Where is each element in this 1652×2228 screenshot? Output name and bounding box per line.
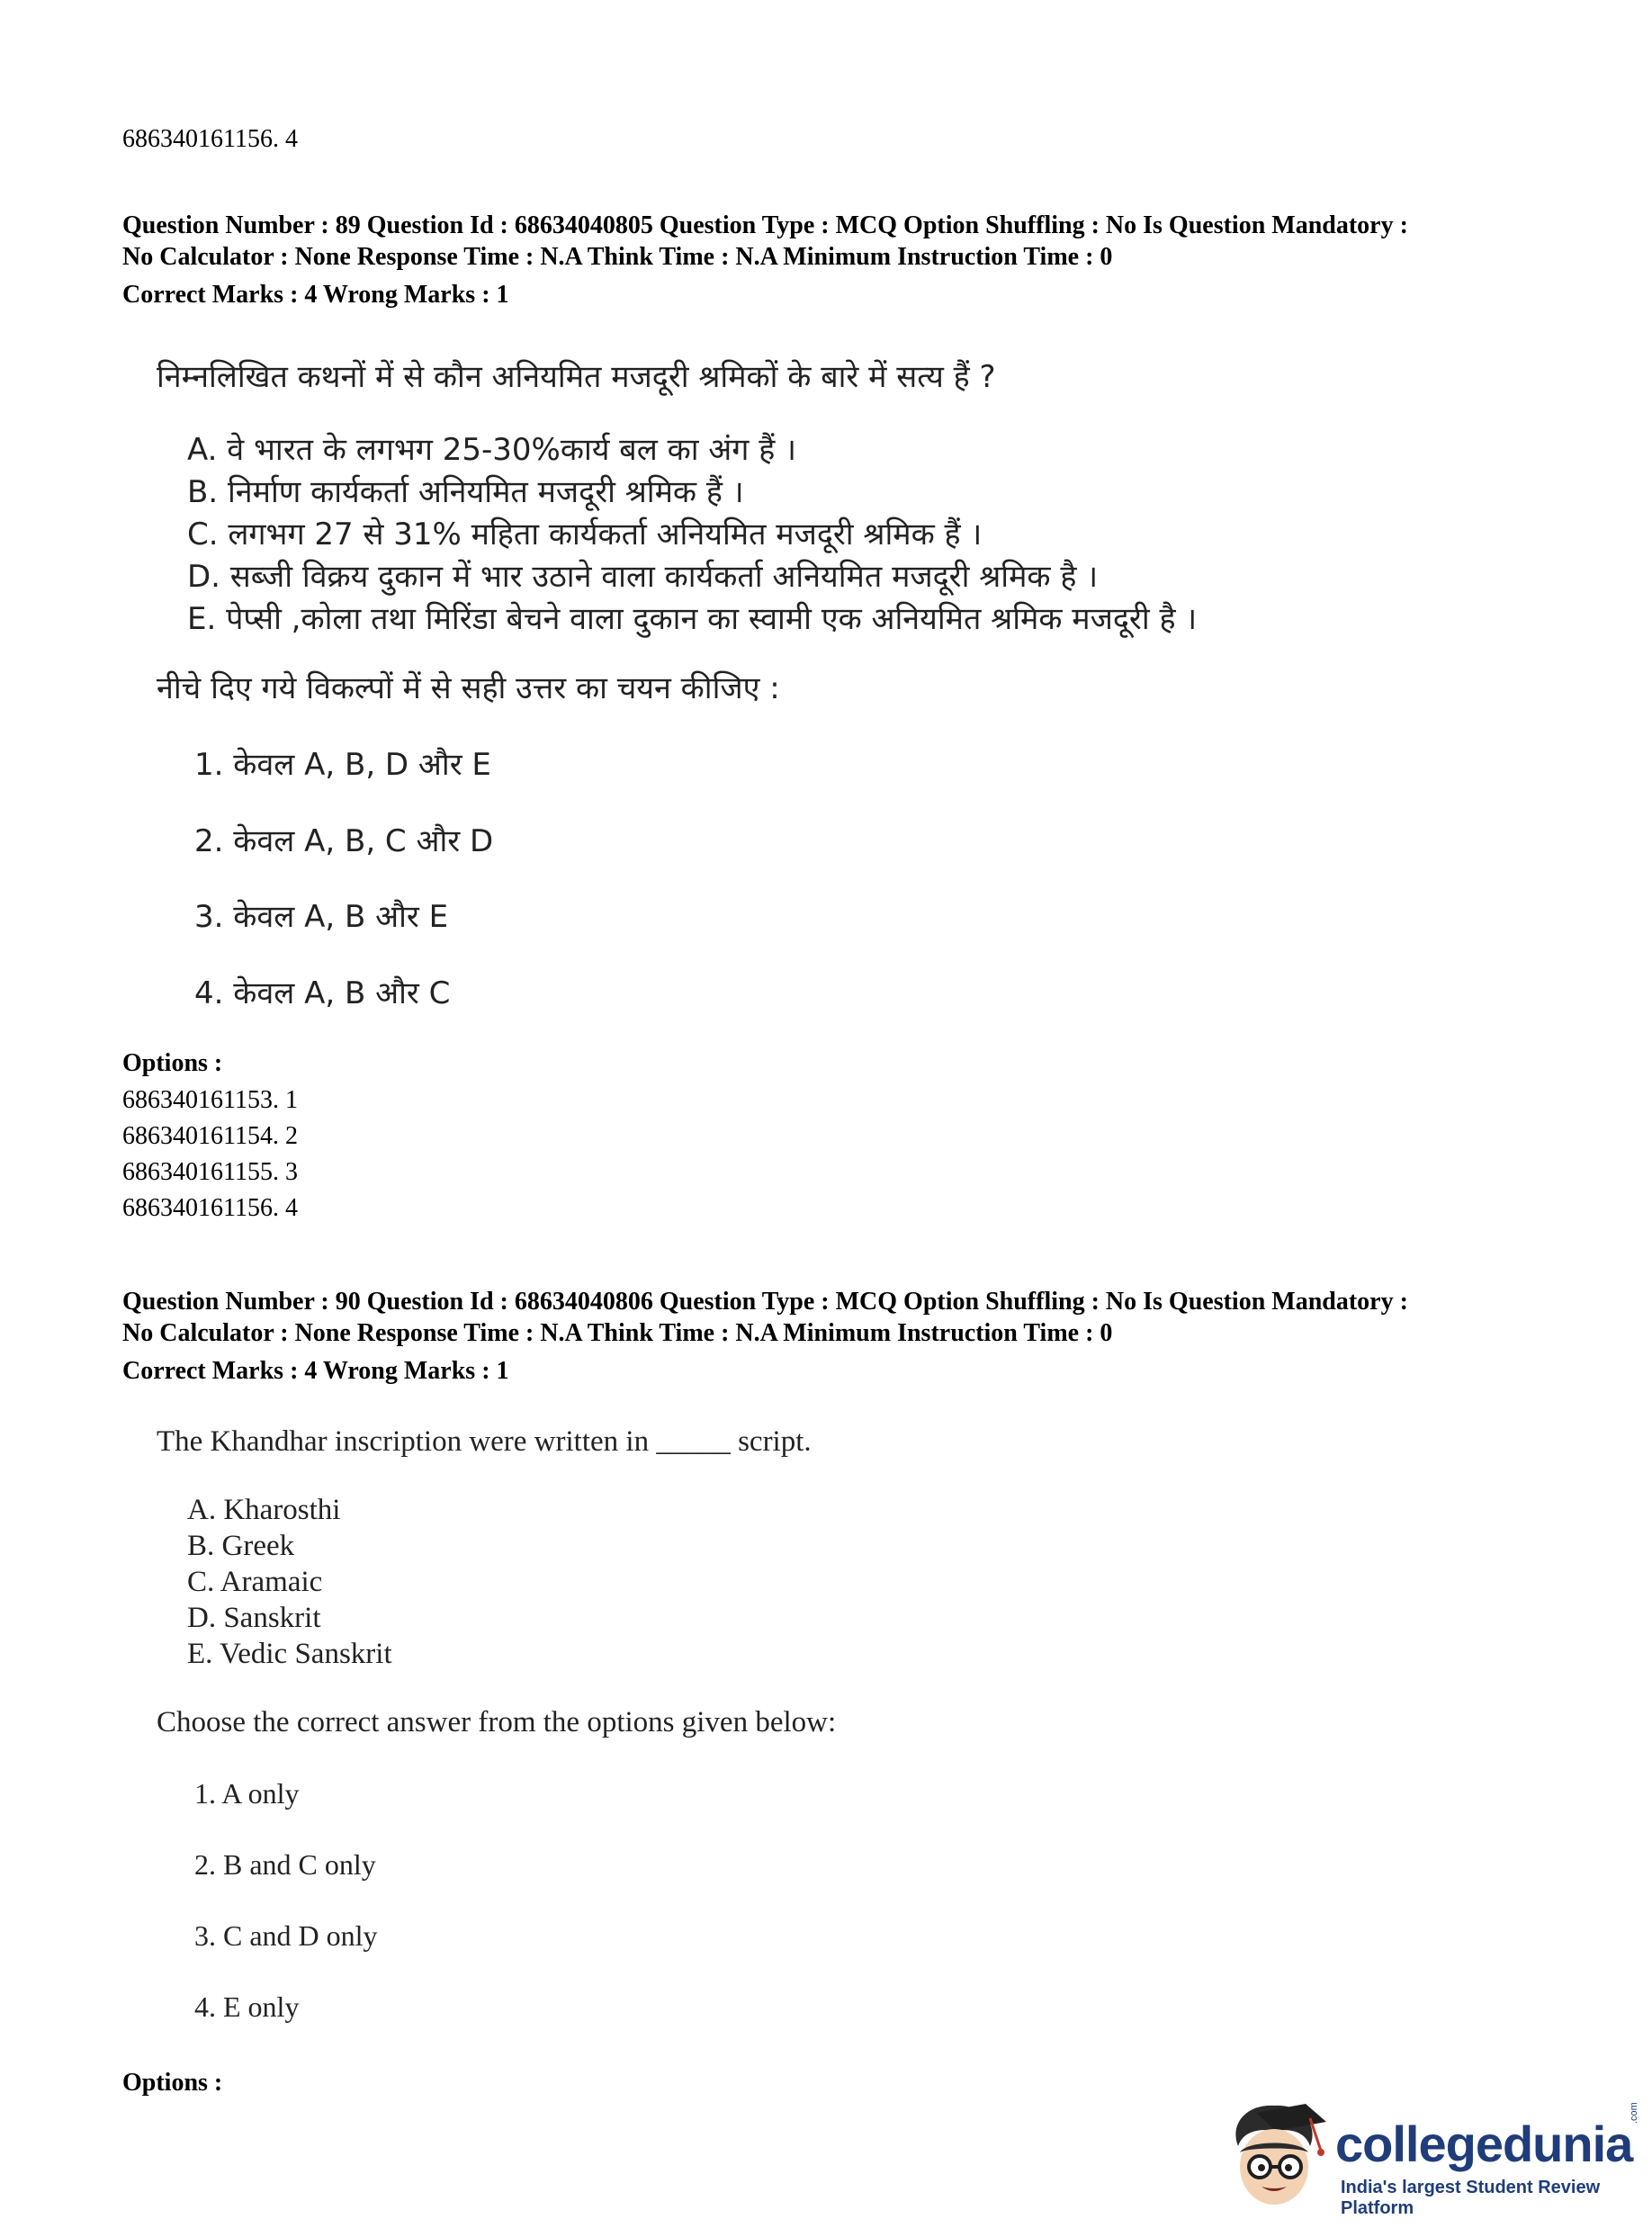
q90-statement-e: E. Vedic Sanskrit [187, 1638, 392, 1670]
q90-instruction: Choose the correct answer from the options given below: [157, 1706, 837, 1738]
q90-choice-3: 3. C and D only [194, 1919, 378, 1952]
q90-question-text: The Khandhar inscription were written in _____ script. [157, 1425, 812, 1458]
q89-question-text: निम्नलिखित कथनों में से कौन अनियमित मजदूरी श्रमिकों के बारे में सत्य हैं ? [157, 359, 996, 395]
q90-choice-2: 2. B and C only [194, 1848, 376, 1881]
q89-choice-1: 1. केवल A, B, D और E [194, 747, 491, 783]
previous-option-line: 686340161156. 4 [122, 125, 298, 153]
q89-header-line-1: Question Number : 89 Question Id : 68634040805 Question Type : MCQ Option Shuffling : No Is Question Mandatory : [122, 211, 1408, 239]
q90-options-label: Options : [122, 2069, 223, 2097]
q89-statement-b: B. निर्माण कार्यकर्ता अनियमित मजदूरी श्रमिक हैं । [187, 474, 744, 510]
q89-choice-3: 3. केवल A, B और E [194, 899, 449, 935]
q89-options-label: Options : [122, 1049, 223, 1077]
q89-statement-e: E. पेप्सी ,कोला तथा मिरिंडा बेचने वाला दुकान का स्वामी एक अनियमित श्रमिक मजदूरी है । [187, 601, 1198, 637]
q90-statement-d: D. Sanskrit [187, 1602, 321, 1634]
logo-tagline: India's largest Student Review Platform [1341, 2178, 1601, 2218]
q89-statement-c: C. लगभग 27 से 31% महिता कार्यकर्ता अनियमित मजदूरी श्रमिक हैं । [187, 517, 983, 553]
q89-marks: Correct Marks : 4 Wrong Marks : 1 [122, 281, 509, 309]
q89-option-4: 686340161156. 4 [122, 1194, 298, 1222]
logo-wordmark: collegedunia [1335, 2116, 1633, 2172]
q90-choice-1: 1. A only [194, 1777, 300, 1810]
q89-option-1: 686340161153. 1 [122, 1086, 298, 1114]
q90-choice-4: 4. E only [194, 1990, 300, 2023]
q89-header-line-2: No Calculator : None Response Time : N.A Think Time : N.A Minimum Instruction Time : 0 [122, 243, 1113, 271]
q90-statement-b: B. Greek [187, 1530, 295, 1562]
q89-option-3: 686340161155. 3 [122, 1158, 298, 1186]
collegedunia-logo [1220, 2097, 1643, 2218]
q89-statement-d: D. सब्जी विक्रय दुकान में भार उठाने वाला कार्यकर्ता अनियमित मजदूरी श्रमिक है । [187, 559, 1099, 595]
q90-statement-c: C. Aramaic [187, 1566, 323, 1598]
q89-choice-2: 2. केवल A, B, C और D [194, 823, 494, 859]
q90-marks: Correct Marks : 4 Wrong Marks : 1 [122, 1357, 509, 1385]
q89-statement-a: A. वे भारत के लगभग 25-30%कार्य बल का अंग हैं । [187, 432, 796, 468]
q90-header-line-2: No Calculator : None Response Time : N.A Think Time : N.A Minimum Instruction Time : 0 [122, 1319, 1113, 1347]
q89-instruction: नीचे दिए गये विकल्पों में से सही उत्तर का चयन कीजिए : [157, 670, 780, 706]
q90-statement-a: A. Kharosthi [187, 1494, 341, 1526]
logo-com-suffix: .com [1629, 2102, 1639, 2124]
q90-header-line-1: Question Number : 90 Question Id : 68634040806 Question Type : MCQ Option Shuffling : No Is Question Mandatory : [122, 1288, 1408, 1316]
q89-choice-4: 4. केवल A, B और C [194, 975, 451, 1011]
q89-option-2: 686340161154. 2 [122, 1122, 298, 1150]
student-mascot-icon [1220, 2097, 1328, 2214]
